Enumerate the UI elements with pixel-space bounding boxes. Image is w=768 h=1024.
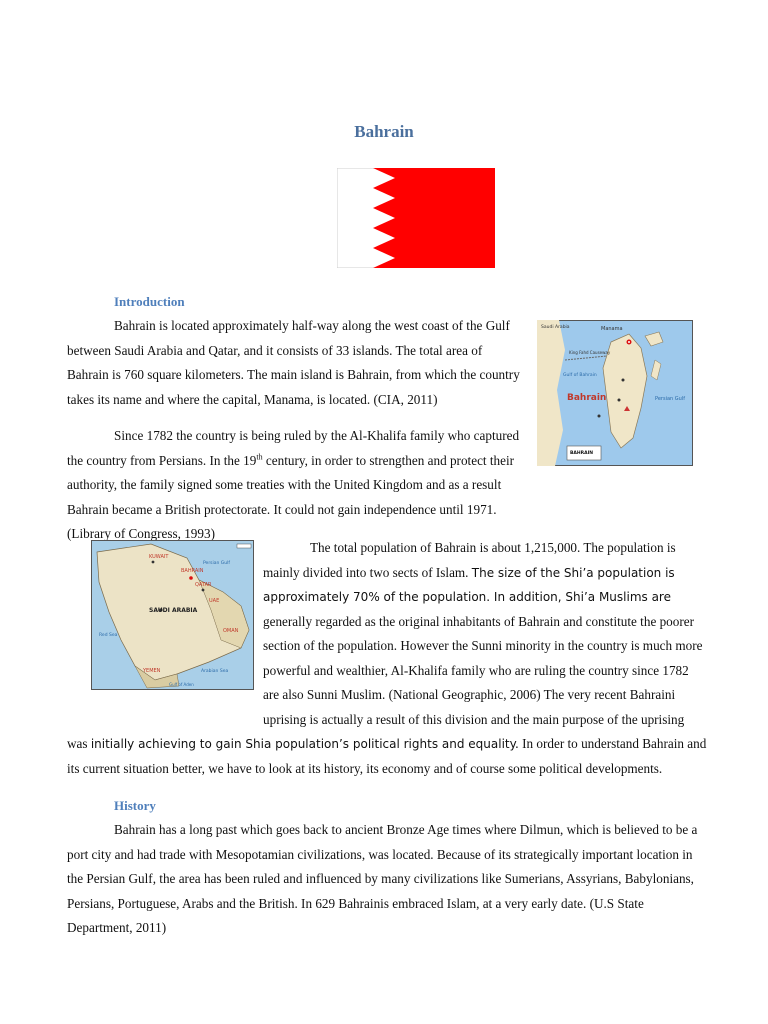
arabia-label-gulf-aden: Gulf of Aden	[169, 682, 194, 687]
intro-p3-text-d: initially achieving to gain Shia population’s political rights and equality.	[90, 737, 519, 751]
intro-paragraph-1: Bahrain is located approximately half-way along the west coast of the Gulf between Saudi Arabia and Qatar, and it consists of 33 islands. The total area of Bahrain is 760 square kilometers. The main island is Bahrain, from which the country takes its name and where the capital, Manama, is located. (CIA, 2011)	[67, 318, 520, 407]
arabia-label-uae: UAE	[209, 598, 220, 604]
intro-p3-text-b: The size of the Shi’a population is approximately 70% of the population. In addition, Shi’a Muslims are	[263, 565, 675, 604]
map-label-country: Bahrain	[567, 393, 607, 403]
arabia-label-persian-gulf: Persian Gulf	[203, 561, 230, 566]
intro-p2-text-a: Since 1782 the country is being ruled by the Al-Khalifa family who captured the country from Persians. In the 19	[67, 428, 520, 468]
history-heading: History	[114, 798, 156, 813]
arabia-label-red-sea: Red Sea	[99, 633, 118, 638]
intro-p3-text-a: The total population of Bahrain is about 1,215,000. The population is mainly divided into two sects of Islam.	[263, 540, 676, 580]
page-title: Bahrain	[354, 122, 414, 141]
map-label-persian: Persian Gulf	[655, 396, 685, 402]
intro-paragraph-3	[67, 536, 707, 781]
arabia-label-kuwait: KUWAIT	[149, 554, 169, 560]
arabia-label-yemen: YEMEN	[143, 668, 161, 674]
bahrain-flag	[337, 168, 495, 268]
map-label-gulf: Gulf of Bahrain	[563, 373, 597, 378]
map-label-capital: Manama	[601, 326, 623, 332]
map-label-causeway: King Fahd Causeway	[569, 350, 611, 355]
arabia-label-qatar: QATAR	[195, 582, 212, 588]
bahrain-map	[537, 320, 693, 466]
intro-paragraph-2	[67, 424, 537, 547]
intro-p2-text-b: century, in order to strengthen and protect their authority, the family signed some treaties with the United Kingdom and as a result Bahrain became a British protectorate. It could not gain independence until 1971. (Library of Congress, 1993)	[67, 452, 515, 541]
introduction-heading: Introduction	[114, 294, 185, 309]
arabia-label-saudi: SAUDI ARABIA	[149, 607, 198, 614]
arabia-label-arabian-sea: Arabian Sea	[201, 669, 229, 674]
intro-p3-text-e: In order to understand Bahrain and its current situation better, we have to look at its history, its economy and of course some political developments.	[67, 736, 707, 776]
history-paragraph-1: Bahrain has a long past which goes back to ancient Bronze Age times where Dilmun, which is believed to be a port city and had trade with Mesopotamian civilizations, was located. Because of its strategically important location in the Persian Gulf, the area has been ruled and influenced by many civilizations like Sumerians, Assyrians, Babylonians, Persians, Portuguese, Arabs and the British. In 629 Bahrainis embraced Islam, at a very early date. (U.S State Department, 2011)	[67, 822, 698, 935]
map-label-saudi: Saudi Arabia	[541, 325, 570, 330]
map-float-spacer	[67, 536, 263, 708]
map-box-label: BAHRAIN	[570, 451, 594, 456]
arabia-label-bahrain: BAHRAIN	[181, 568, 204, 574]
intro-p2-superscript: th	[256, 452, 263, 462]
intro-p3-text-c: generally regarded as the original inhabitants of Bahrain and constitute the poorer section of the population. However the Sunni minority in the country is much more powerful and wealthier, Al-Khalifa family who are ruling the country since 1782 are also Sunni Muslim. (National Geographic, 2006) The very recent Bahraini uprising is actually a result of this division and the main purpose of the uprising was	[67, 613, 703, 751]
arabia-label-oman: OMAN	[223, 628, 239, 634]
